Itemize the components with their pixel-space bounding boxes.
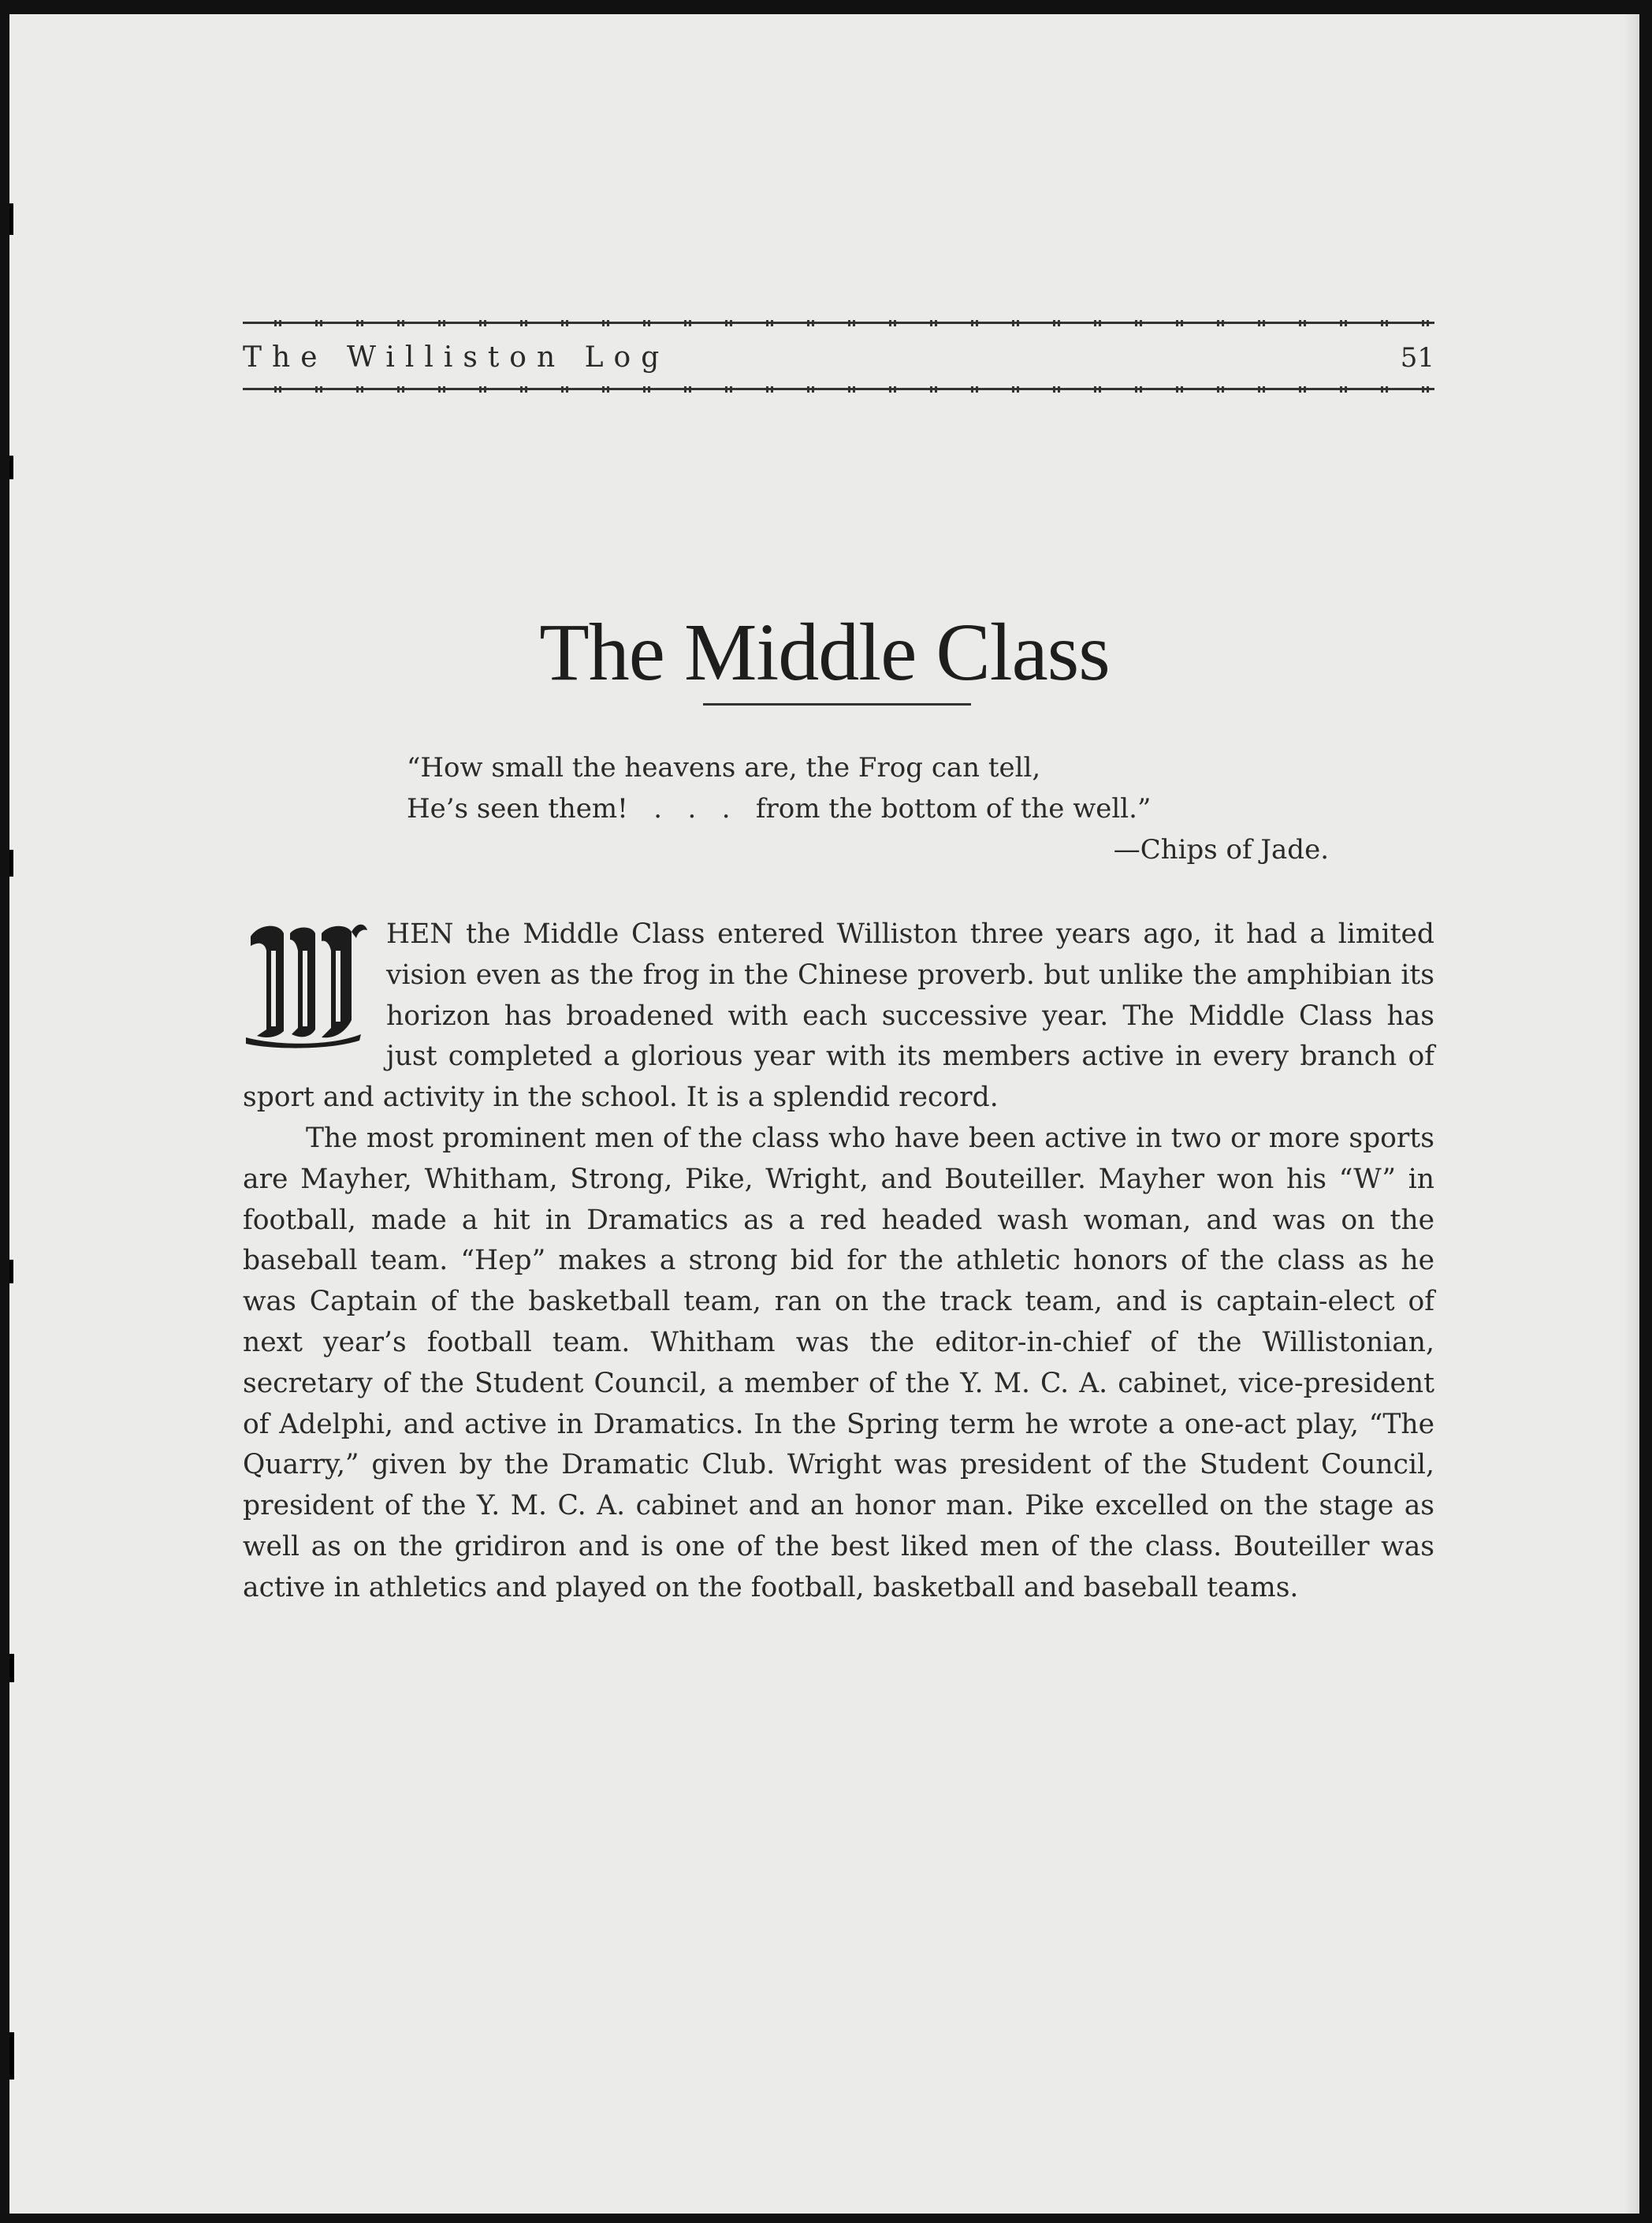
epigraph xyxy=(407,747,1337,870)
page xyxy=(9,14,1639,2214)
paragraph xyxy=(243,914,1434,1119)
header-rule-top xyxy=(243,320,1434,326)
running-title: The Williston Log xyxy=(243,341,670,374)
binding-mark xyxy=(9,203,13,235)
binding-mark xyxy=(9,1260,13,1283)
binding-mark xyxy=(9,850,13,877)
title-underline xyxy=(703,703,971,706)
paragraph: The most prominent men of the class who have been active in two or more sports are Mayher, Whitham, Strong, Pike, Wright, and Bouteiller. Mayher won his “W” in football, made a hit in Dramatics as a red headed wash woman, and was on the baseball team. “Hep” makes a strong bid for the athletic honors of the class as he was Captain of the basketball team, ran on the track team, and is captain-elect of next year’s football team. Whitham was the editor-in-chief of the Willistonian, secretary of the Student Council, a member of the Y. M. C. A. cabinet, vice-president of Adelphi, and active in Dramatics. In the Spring term he wrote a one-act play, “The Quarry,” given by the Dramatic Club. Wright was president of the Student Council, president of the Y. M. C. A. cabinet and an honor man. Pike excelled on the stage as well as on the gridiron and is one of the best liked men of the class. Bouteiller was active in athletics and played on the football, basketball and baseball teams. xyxy=(243,1122,1434,1603)
epigraph-line: “How small the heavens are, the Frog can tell, xyxy=(407,752,1041,784)
header-rule-bottom xyxy=(243,386,1434,393)
epigraph-line: He’s seen them! . . . from the bottom of the well.” xyxy=(407,793,1152,825)
binding-mark xyxy=(9,1654,14,1682)
binding-mark xyxy=(9,2032,14,2080)
epigraph-attribution: —Chips of Jade. xyxy=(1113,834,1329,866)
article-title: The Middle Class xyxy=(539,607,1110,698)
running-header xyxy=(243,334,1434,382)
page-edge-shadow xyxy=(1624,14,1639,2214)
drop-cap-w xyxy=(243,919,369,1048)
page-number: 51 xyxy=(1400,342,1434,374)
drop-cap-letter: W xyxy=(243,919,244,920)
binding-mark xyxy=(9,456,13,479)
article-body xyxy=(243,914,1434,1609)
paragraph-text: HEN the Middle Class entered Williston three years ago, it had a limited vision even as the frog in the Chinese proverb. but unlike the amphibian its horizon has broadened with each successive year. The Middle Class has just completed a glorious year with its members active in every branch of sport and activity in the school. It is a splendid record. xyxy=(243,918,1434,1114)
